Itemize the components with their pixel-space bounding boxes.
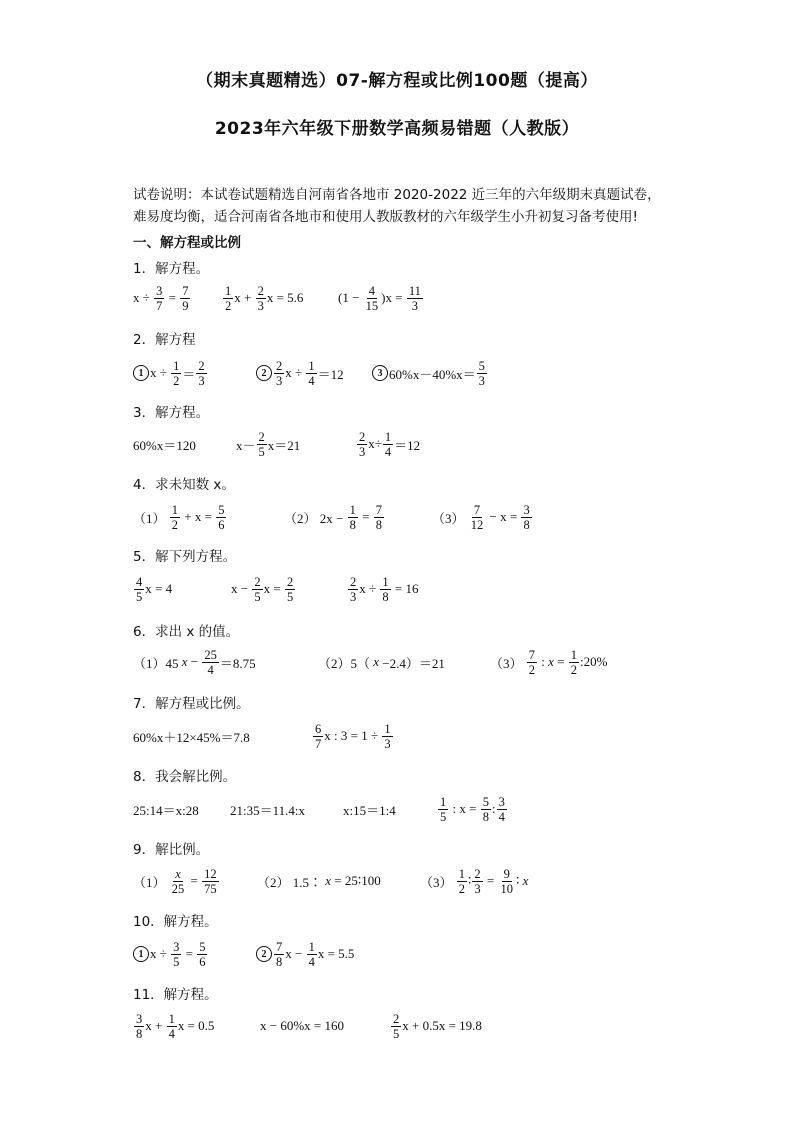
equation: 21:35＝11.4:x: [230, 802, 305, 818]
equation: （1）45 x − $\frac{25}{4}$ ＝8.75: [133, 647, 256, 677]
question-6-equations: [0, 645, 794, 679]
equation: x－ $\frac{2}{5}$ x＝21: [236, 429, 301, 459]
question-3-prompt: 3．解方程。: [133, 405, 210, 421]
document-subtitle: 2023年六年级下册数学高频易错题（人教版）: [214, 119, 580, 139]
question-1-equations: [0, 281, 794, 315]
equation: $\frac{1}{2}$ x + $\frac{2}{3}$ x = 5.6: [225, 283, 304, 313]
equation: $\frac{2}{5}$ x + 0.5x = 19.8: [393, 1011, 482, 1041]
question-2-prompt: 2．解方程: [133, 332, 196, 348]
test-description-line-2: 难易度均衡，适合河南省各地市和使用人教版教材的六年级学生小升初复习备考使用!: [133, 209, 638, 225]
question-6-prompt: 6．求出 x 的值。: [133, 624, 240, 640]
equation: x − 60%x = 160: [260, 1018, 344, 1033]
question-10-prompt: 10．解方程。: [133, 914, 218, 930]
question-8-equations: [0, 792, 794, 826]
equation: 2 $\frac{2}{3}$ x ÷ $\frac{1}{4}$ ＝12: [256, 356, 344, 390]
equation: $\frac{1}{5}$ : x = $\frac{5}{8}$ : $\frac{3}{4}$: [440, 794, 505, 824]
equation: 1 x ÷ $\frac{1}{2}$ ＝ $\frac{2}{3}$: [133, 356, 208, 390]
question-11-prompt: 11．解方程。: [133, 987, 218, 1003]
question-4-prompt: 4．求未知数 x。: [133, 477, 235, 493]
document-title: （期末真题精选）07-解方程或比例100题（提高）: [196, 71, 598, 91]
equation: （3） $\frac{1}{2}$ ∶ $\frac{2}{3}$ = $\frac{9}{10}$ ∶ x: [420, 866, 529, 896]
equation: $\frac{2}{3}$ x ÷ $\frac{1}{8}$ = 16: [350, 574, 419, 604]
question-7-prompt: 7．解方程或比例。: [133, 696, 250, 712]
question-9-equations: [0, 864, 794, 898]
equation: 1 x ÷ $\frac{3}{5}$ = $\frac{5}{6}$: [133, 937, 208, 971]
equation: 2 $\frac{7}{8}$ x − $\frac{1}{4}$ x = 5.5: [256, 937, 354, 971]
question-1-prompt: 1．解方程。: [133, 261, 210, 277]
question-5-prompt: 5．解下列方程。: [133, 549, 237, 565]
equation: （3） $\frac{7}{2}$ : x = $\frac{1}{2}$ :20%: [490, 647, 608, 677]
equation: 25:14＝x:28: [133, 802, 199, 818]
equation: x:15＝1:4: [343, 802, 396, 818]
equation: 3 60%x－40%x＝ $\frac{5}{3}$: [372, 356, 488, 390]
equation: （2） 2x − $\frac{1}{8}$ = $\frac{7}{8}$: [284, 502, 382, 532]
equation: （1） $\frac{1}{2}$ + x = $\frac{5}{6}$: [133, 502, 225, 532]
equation: x ÷ $\frac{3}{7}$ = $\frac{7}{9}$: [133, 283, 189, 313]
test-description: [133, 184, 673, 228]
equation: $\frac{3}{8}$ x + $\frac{1}{4}$ x = 0.5: [136, 1011, 215, 1041]
equation: （2）5（ x −2.4）＝21: [318, 654, 445, 671]
question-8-prompt: 8．我会解比例。: [133, 769, 237, 785]
equation: （2） 1.5∶ x = 25∶100: [257, 873, 381, 890]
question-11-equations: [0, 1009, 794, 1043]
equation: （1） $\frac{x}{25}$ = $\frac{12}{75}$: [133, 866, 217, 896]
question-2-equations: [0, 356, 794, 390]
question-10-equations: [0, 937, 794, 971]
equation: $\frac{2}{3}$ x÷ $\frac{1}{4}$ ＝12: [359, 429, 421, 459]
question-7-equations: [0, 719, 794, 753]
section-heading: 一、解方程或比例: [133, 235, 241, 251]
equation: （3） $\frac{7}{12}$ − x = $\frac{3}{8}$: [432, 502, 530, 532]
question-9-prompt: 9．解比例。: [133, 842, 210, 858]
test-description-line-1: 试卷说明：本试卷试题精选自河南省各地市 2020-2022 近三年的六年级期末真题试卷，: [133, 187, 661, 203]
equation: $\frac{4}{5}$ x = 4: [136, 574, 173, 604]
equation: $\frac{6}{7}$ x : 3 = 1 ÷ $\frac{1}{3}$: [315, 721, 391, 751]
question-3-equations: [0, 427, 794, 461]
equation: 60%x＝120: [133, 437, 196, 453]
question-5-equations: [0, 572, 794, 606]
equation: 60%x＋12×45%＝7.8: [133, 729, 250, 745]
equation: x − $\frac{2}{5}$ x = $\frac{2}{5}$: [231, 574, 294, 604]
equation: (1 − $\frac{4}{15}$ )x = $\frac{11}{3}$: [338, 283, 421, 313]
question-4-equations: [0, 500, 794, 534]
